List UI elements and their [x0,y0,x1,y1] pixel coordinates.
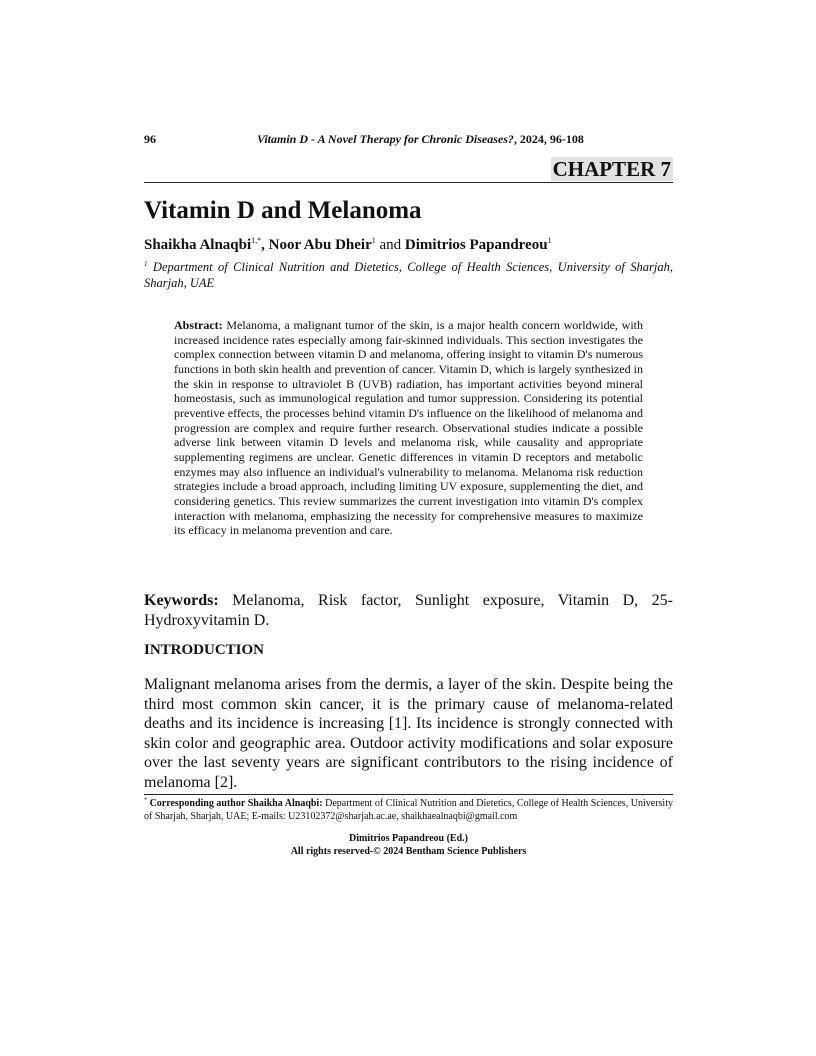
footnote [144,797,673,823]
header-divider [144,182,673,183]
chapter-title: Vitamin D and Melanoma [144,197,422,224]
book-title: Vitamin D - A Novel Therapy for Chronic Diseases? [257,132,514,146]
keywords [144,591,673,630]
editor-line: Dimitrios Papandreou (Ed.) [349,833,468,844]
journal-meta: , 2024, 96-108 [513,132,584,146]
abstract-label: Abstract: [174,318,223,332]
running-header [144,132,673,147]
author-name: Dimitrios Papandreou [404,237,548,253]
introduction-paragraph: Malignant melanoma arises from the dermis, a layer of the skin. Despite being the third most common skin cancer, it is the primary cause of melanoma-related deaths and its incidence is increasing [1]. Its incidence is strongly connected with skin color and geographic area. Outdoor activity modifications and solar exposure over the last seventy years are significant contributors to the rising incidence of melanoma [2]. [144,676,673,791]
author-and: and [375,237,405,253]
publisher-info [144,832,673,858]
author-name: Shaikha Alnaqbi [144,237,252,253]
author-affil-mark: 1,* [251,236,262,245]
affiliation [144,259,673,291]
author-name: Noor Abu Dheir [268,237,372,253]
affiliation-mark: 1 [144,259,148,268]
author-affil-mark: 1 [371,236,376,245]
keywords-text: Melanoma, Risk factor, Sunlight exposure, Vitamin D, 25-Hydroxyvitamin D. [144,592,673,629]
author-list [144,236,552,254]
abstract [174,318,643,538]
footnote-mark: * [144,797,147,804]
author-affil-mark: 1 [547,236,552,245]
keywords-label: Keywords: [144,592,219,609]
footnote-label: Corresponding author Shaikha Alnaqbi: [147,798,323,809]
footnote-divider [144,794,673,795]
page-number: 96 [144,132,156,146]
rights-line: All rights reserved-© 2024 Bentham Science Publishers [290,846,527,857]
author-separator: , [261,237,269,253]
journal-title [257,132,584,147]
footnote-text: Department of Clinical Nutrition and Dietetics, College of Health Sciences, University of Sharjah, Sharjah, UAE; E-mails: U23102372@sharjah.ac.ae, shaikhaealnaqbi@gmail.com [144,798,673,822]
affiliation-text: Department of Clinical Nutrition and Dietetics, College of Health Sciences, University of Sharjah, Sharjah, UAE [144,260,673,290]
chapter-label: CHAPTER 7 [552,157,671,181]
abstract-text: Melanoma, a malignant tumor of the skin, is a major health concern worldwide, with increased incidence rates especially among fair-skinned individuals. This section investigates the complex connection between vitamin D and melanoma, offering insight to vitamin D's numerous functions in both skin health and prevention of cancer. Vitamin D, which is largely synthesized in the skin in response to ultraviolet B (UVB) radiation, has important activities beyond mineral homeostasis, such as immunological regulation and tumor suppression. Considering its potential preventive effects, the processes behind vitamin D's influence on the likelihood of melanoma and progression are complex and require further research. Observational studies indicate a possible adverse link between vitamin D levels and melanoma risk, while causality and appropriate supplementing regimens are unclear. Genetic differences in vitamin D receptors and metabolic enzymes may also influence an individual's vulnerability to melanoma. Melanoma risk reduction strategies include a broad approach, including limiting UV exposure, supplementing the diet, and considering genetics. This review summarizes the current investigation into vitamin D's complex interaction with melanoma, emphasizing the necessity for comprehensive measures to maximize its efficacy in melanoma prevention and care. [174,318,643,538]
introduction-heading: INTRODUCTION [144,642,265,658]
